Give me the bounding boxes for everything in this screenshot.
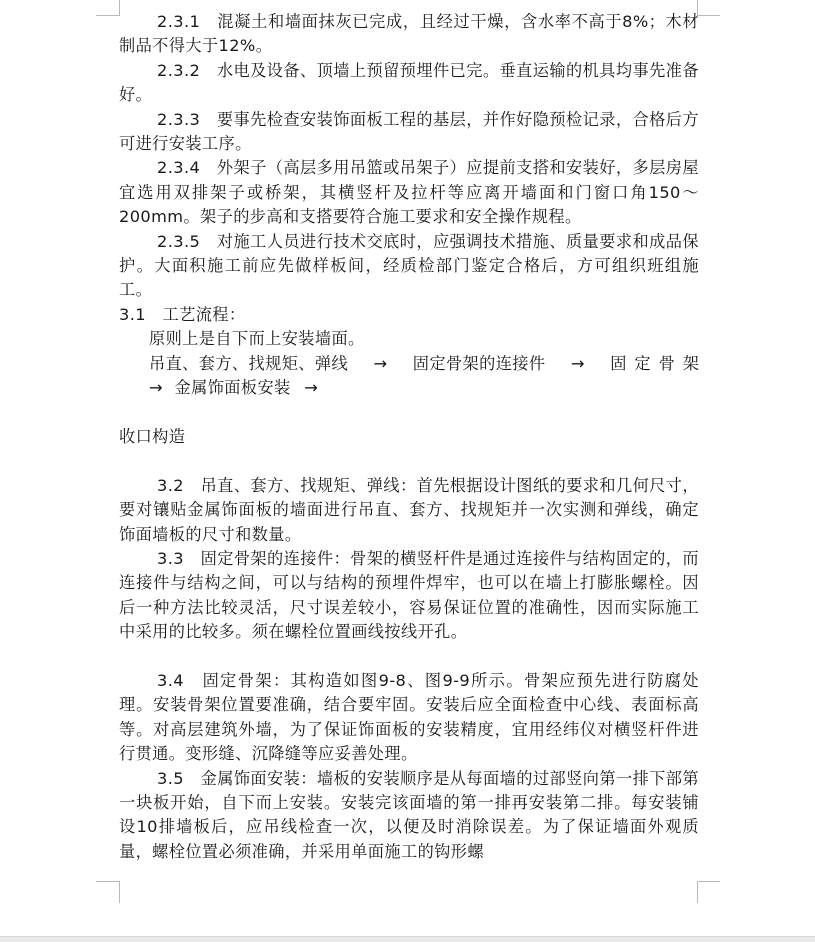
paragraph-3-2: 3.2 吊直、套方、找规矩、弹线：首先根据设计图纸的要求和几何尺寸，要对镶贴金属饰面板的墙面进行吊直、套方、找规矩并一次实测和弹线，确定饰面墙板的尺寸和数量。: [119, 475, 699, 544]
flow-arrow-2: →: [570, 353, 585, 373]
flow-step-3: 固定骨架: [610, 353, 707, 373]
corner-mark-bottom-right-h: [697, 881, 720, 882]
paragraph-2-3-5: 2.3.5 对施工人员进行技术交底时，应强调技术措施、质量要求和成品保护。大面积施工前应先做样板间，经质检部门鉴定合格后，方可组织班组施工。: [119, 231, 699, 300]
process-flow: [119, 352, 707, 401]
paragraph-2-3-3: 2.3.3 要事先检查安装饰面板工程的基层，并作好隐预检记录，合格后方可进行安装工序。: [119, 109, 699, 154]
flow-arrow-4: →: [304, 378, 319, 398]
page-bottom-edge: [0, 936, 815, 942]
flow-arrow-3: →: [149, 378, 163, 398]
flow-step-4: 金属饰面板安装: [174, 378, 291, 398]
paragraph-3-4: 3.4 固定骨架：其构造如图9-8、图9-9所示。骨架应预先进行防腐处理。安装骨架位置要准确，结合要牢固。安装后应全面检查中心线、表面标高等。对高层建筑外墙，为了保证饰面板的安装精度，宜用经纬仪对横竖杆件进行贯通。变形缝、沉降缝等应妥善处理。: [119, 670, 699, 764]
blank-line: [119, 449, 699, 473]
corner-mark-top-left-h: [96, 15, 119, 16]
paragraph-2-3-1: 2.3.1 混凝土和墙面抹灰已完成，且经过干燥，含水率不高于8%；木材制品不得大于12%。: [119, 12, 699, 56]
flow-step-2: 固定骨架的连接件: [412, 353, 546, 373]
paragraph-3-3: 3.3 固定骨架的连接件：骨架的横竖杆件是通过连接件与结构固定的，而连接件与结构之间，可以与结构的预埋件焊牢，也可以在墙上打膨胀螺栓。因后一种方法比较灵活，尺寸误差较小，容易保证位置的准确性，因而实际施工中采用的比较多。须在螺栓位置画线按线开孔。: [119, 548, 699, 642]
flow-step-1: 吊直、套方、找规矩、弹线: [149, 353, 349, 373]
corner-mark-bottom-left: [119, 881, 120, 903]
paragraph-2-3-2: 2.3.2 水电及设备、顶墙上预留预埋件已完。垂直运输的机具均事先准备好。: [119, 60, 699, 105]
blank-line: [119, 401, 699, 425]
corner-mark-bottom-right: [697, 881, 698, 903]
heading-closing-structure: 收口构造: [119, 426, 186, 446]
flow-arrow-1: →: [373, 353, 388, 373]
paragraph-3-5: 3.5 金属饰面安装：墙板的安装顺序是从每面墙的过部竖向第一排下部第一块板开始，自下而上安装。安装完该面墙的第一排再安装第二排。每安装铺设10排墙板后，应吊线检查一次，以便及时消除误差。为了保证墙面外观质量，螺栓位置必须准确，并采用单面施工的钩形螺: [119, 768, 699, 861]
section-heading-3-1: 3.1 工艺流程：: [119, 304, 246, 324]
blank-line: [119, 645, 699, 669]
document-body: [119, 10, 707, 864]
process-flow-line-1: [149, 352, 707, 376]
paragraph-2-3-4: 2.3.4 外架子（高层多用吊篮或吊架子）应提前支搭和安装好，多层房屋宜选用双排架子或桥架，其横竖杆及拉杆等应离开墙面和门窗口角150～200mm。架子的步高和支搭要符合施工要求和安全操作规程。: [119, 158, 699, 227]
process-flow-line-2: [149, 376, 699, 400]
corner-mark-top-right-h: [697, 15, 720, 16]
corner-mark-bottom-left-h: [96, 881, 119, 882]
paragraph-3-1-principle: 原则上是自下而上安装墙面。: [149, 329, 365, 349]
